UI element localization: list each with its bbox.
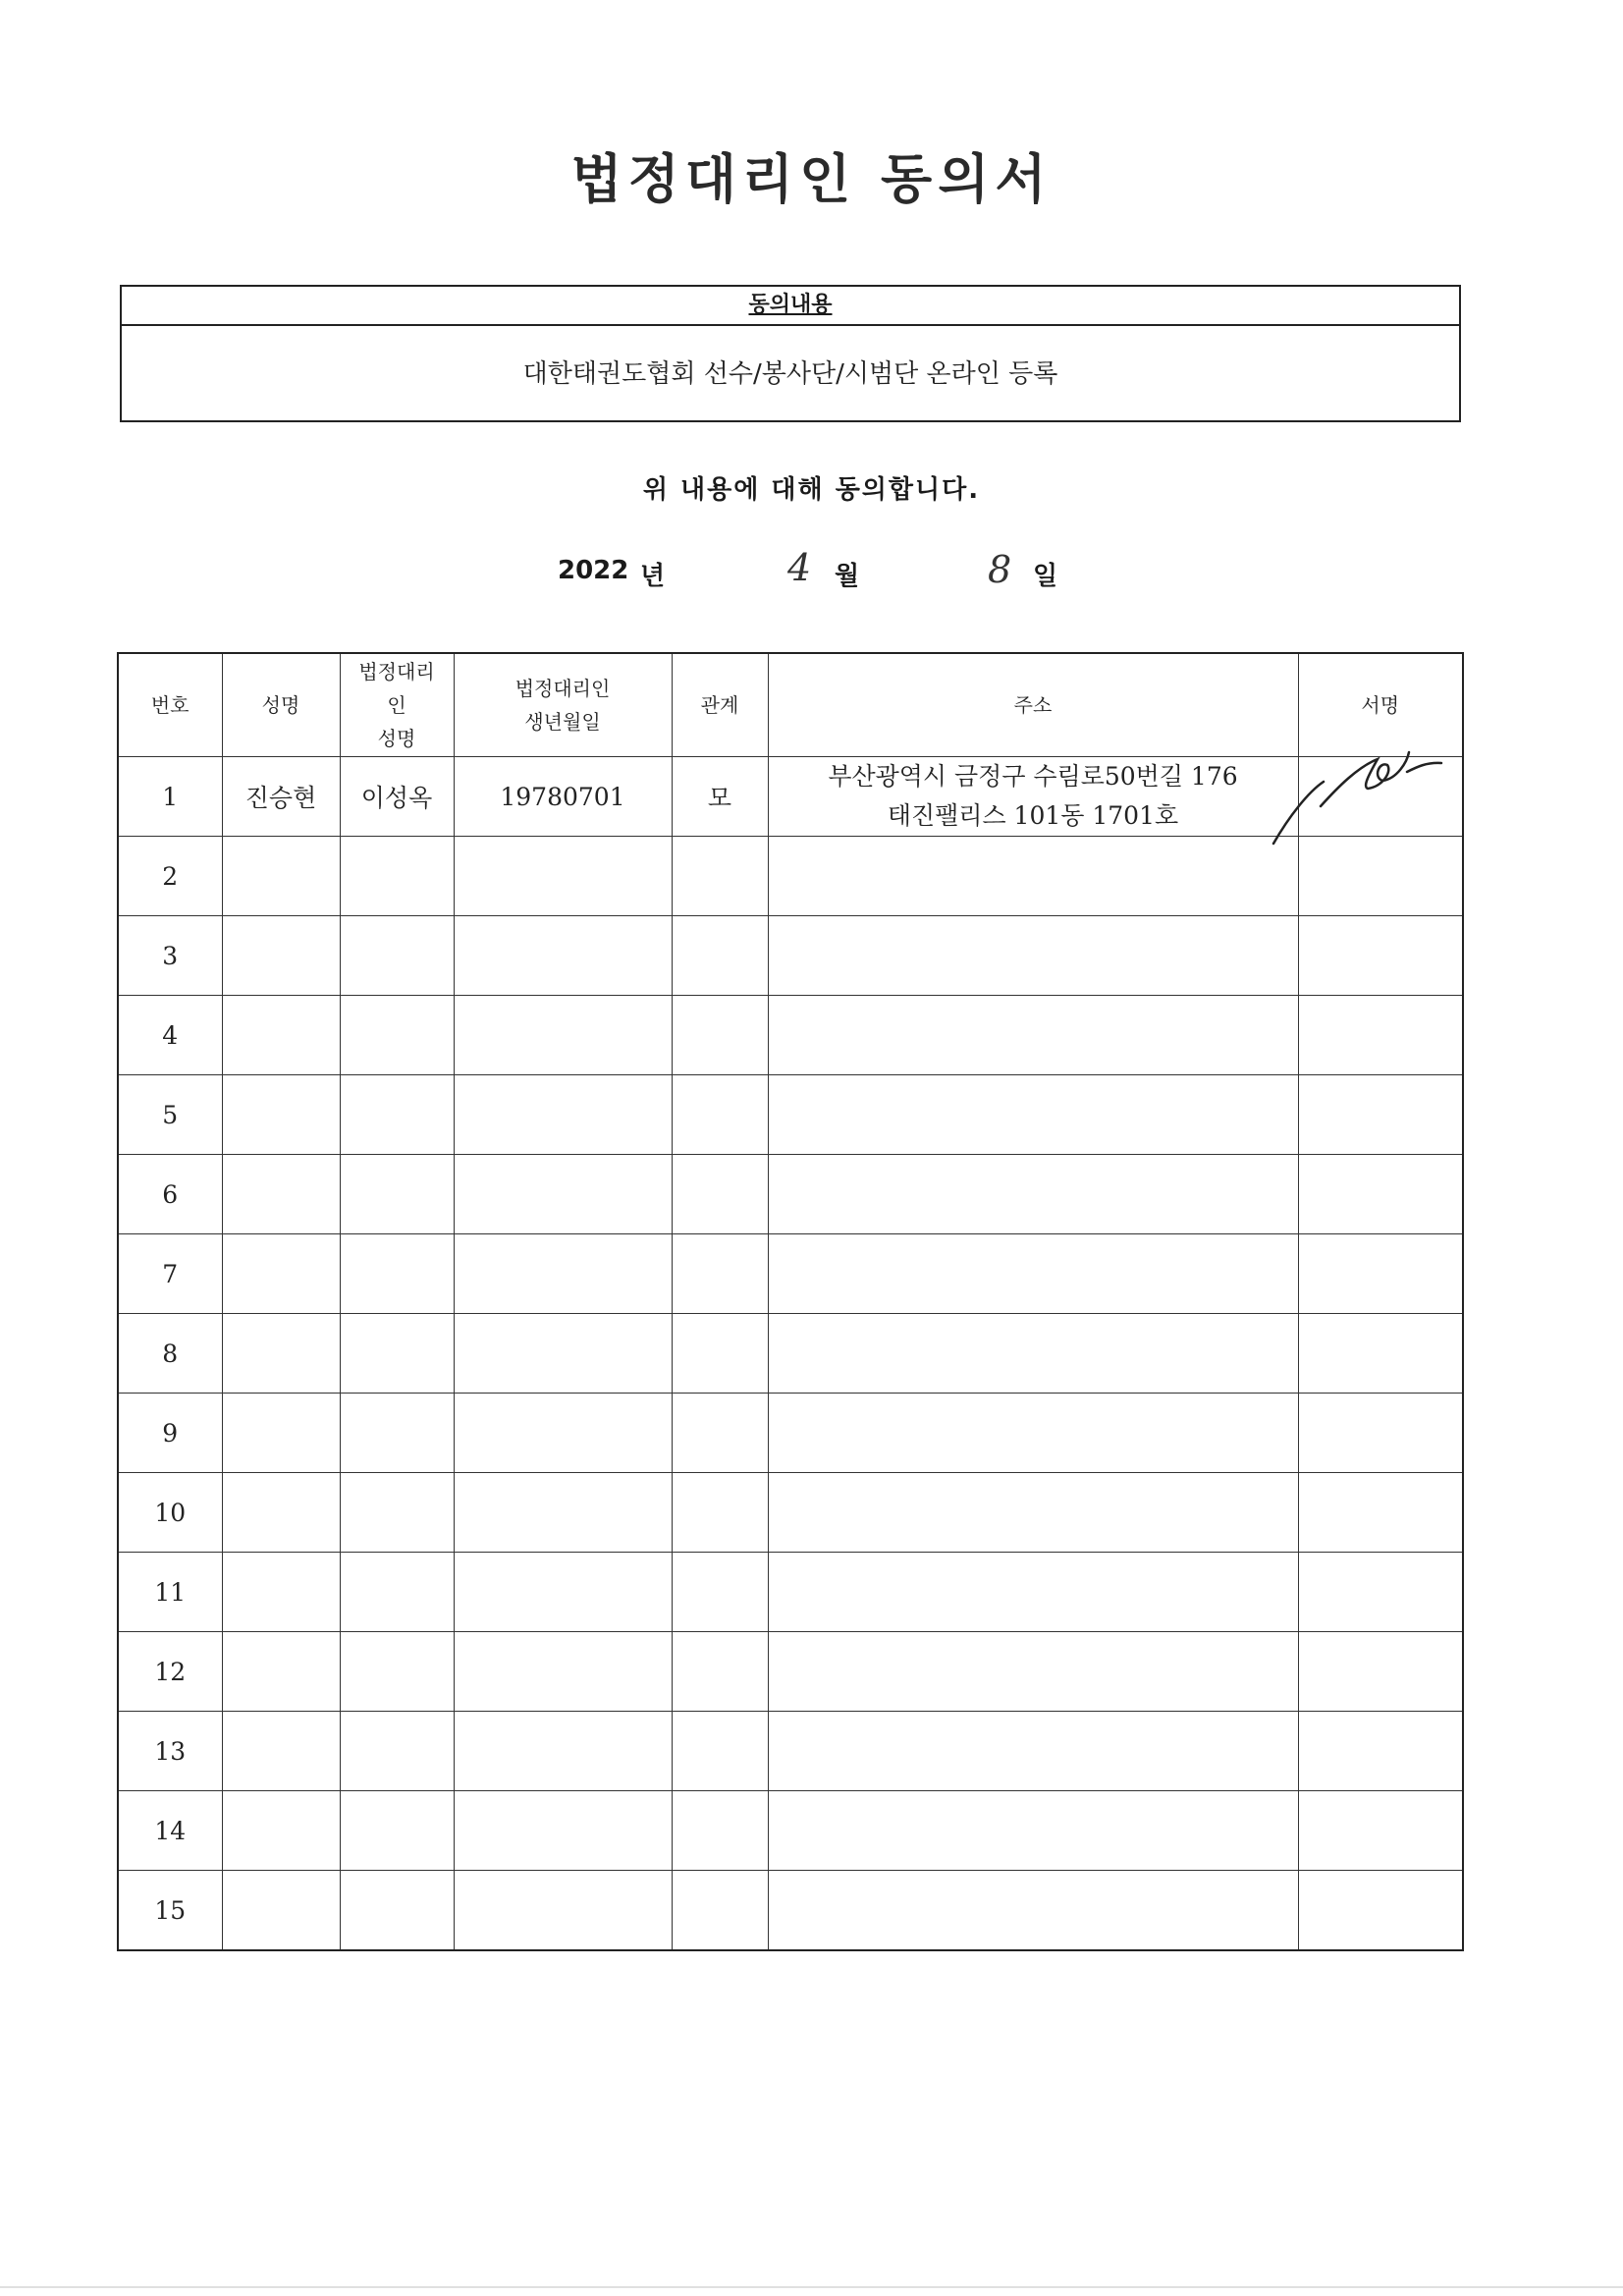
cell-guardian-name bbox=[340, 1791, 454, 1871]
cell-name bbox=[222, 1791, 340, 1871]
consent-header-label: 동의내용 bbox=[748, 293, 833, 317]
cell-guardian-birth bbox=[454, 1553, 672, 1632]
cell-number: 14 bbox=[118, 1791, 222, 1871]
cell-address bbox=[768, 1314, 1298, 1394]
cell-name: 진승현 bbox=[222, 757, 340, 837]
cell-guardian-name bbox=[340, 1712, 454, 1791]
table-header-row bbox=[118, 653, 1463, 757]
cell-guardian-name bbox=[340, 916, 454, 996]
cell-signature bbox=[1298, 1791, 1463, 1871]
cell-signature bbox=[1298, 1553, 1463, 1632]
cell-address bbox=[768, 1791, 1298, 1871]
cell-address bbox=[768, 996, 1298, 1075]
cell-signature bbox=[1298, 1075, 1463, 1155]
table-row bbox=[118, 1712, 1463, 1791]
header-guardian-name-line3: 성명 bbox=[377, 727, 416, 750]
cell-name bbox=[222, 1155, 340, 1234]
cell-guardian-birth bbox=[454, 1155, 672, 1234]
cell-relation bbox=[672, 1075, 768, 1155]
cell-guardian-birth bbox=[454, 1394, 672, 1473]
date-month-unit: 월 bbox=[835, 562, 860, 591]
cell-name bbox=[222, 1075, 340, 1155]
cell-address bbox=[768, 1871, 1298, 1951]
cell-guardian-name bbox=[340, 1314, 454, 1394]
cell-guardian-birth bbox=[454, 916, 672, 996]
cell-guardian-name bbox=[340, 837, 454, 916]
cell-name bbox=[222, 1394, 340, 1473]
header-guardian-name-line1: 법정대리 bbox=[358, 660, 435, 683]
table-row bbox=[118, 1314, 1463, 1394]
cell-number: 13 bbox=[118, 1712, 222, 1791]
cell-number: 12 bbox=[118, 1632, 222, 1712]
cell-guardian-name bbox=[340, 1075, 454, 1155]
cell-number: 6 bbox=[118, 1155, 222, 1234]
cell-relation bbox=[672, 1553, 768, 1632]
cell-signature bbox=[1298, 757, 1463, 837]
header-guardian-birth-line2: 생년월일 bbox=[524, 710, 601, 734]
address-line2: 태진팰리스 101동 1701호 bbox=[887, 801, 1179, 830]
header-relation: 관계 bbox=[672, 653, 768, 757]
cell-name bbox=[222, 1314, 340, 1394]
cell-number: 3 bbox=[118, 916, 222, 996]
cell-guardian-birth bbox=[454, 1632, 672, 1712]
cell-address bbox=[768, 1075, 1298, 1155]
consent-box bbox=[120, 285, 1461, 422]
cell-address bbox=[768, 1632, 1298, 1712]
cell-guardian-name bbox=[340, 996, 454, 1075]
cell-guardian-name bbox=[340, 1553, 454, 1632]
cell-number: 15 bbox=[118, 1871, 222, 1951]
header-name: 성명 bbox=[222, 653, 340, 757]
cell-signature bbox=[1298, 837, 1463, 916]
date-month-handwritten: 4 bbox=[787, 546, 812, 589]
cell-signature bbox=[1298, 916, 1463, 996]
cell-number: 8 bbox=[118, 1314, 222, 1394]
cell-name bbox=[222, 996, 340, 1075]
date-year: 2022 bbox=[558, 556, 629, 585]
table-row bbox=[118, 1075, 1463, 1155]
agree-statement: 위 내용에 대해 동의합니다. bbox=[642, 475, 981, 505]
cell-name bbox=[222, 1871, 340, 1951]
cell-address bbox=[768, 757, 1298, 837]
cell-relation bbox=[672, 1473, 768, 1553]
cell-signature bbox=[1298, 1871, 1463, 1951]
cell-signature bbox=[1298, 1632, 1463, 1712]
table-row bbox=[118, 1553, 1463, 1632]
cell-signature bbox=[1298, 1234, 1463, 1314]
cell-name bbox=[222, 1473, 340, 1553]
cell-address bbox=[768, 1712, 1298, 1791]
table-row bbox=[118, 837, 1463, 916]
cell-address bbox=[768, 837, 1298, 916]
date-year-unit: 년 bbox=[640, 562, 666, 591]
cell-guardian-birth: 19780701 bbox=[454, 757, 672, 837]
cell-name bbox=[222, 1553, 340, 1632]
handwritten-signature bbox=[1270, 747, 1466, 846]
table-row bbox=[118, 916, 1463, 996]
cell-guardian-name: 이성옥 bbox=[340, 757, 454, 837]
cell-name bbox=[222, 837, 340, 916]
cell-relation bbox=[672, 916, 768, 996]
cell-guardian-birth bbox=[454, 1473, 672, 1553]
cell-name bbox=[222, 916, 340, 996]
cell-guardian-birth bbox=[454, 1791, 672, 1871]
cell-number: 9 bbox=[118, 1394, 222, 1473]
cell-number: 7 bbox=[118, 1234, 222, 1314]
scan-edge-line bbox=[0, 2286, 1623, 2288]
table-row bbox=[118, 1871, 1463, 1951]
date-day-unit: 일 bbox=[1033, 562, 1058, 591]
cell-signature bbox=[1298, 1473, 1463, 1553]
table-row bbox=[118, 1234, 1463, 1314]
consent-header bbox=[122, 287, 1459, 326]
table-row bbox=[118, 757, 1463, 837]
cell-guardian-birth bbox=[454, 1314, 672, 1394]
header-guardian-name-line2: 인 bbox=[387, 693, 406, 717]
table-row bbox=[118, 1473, 1463, 1553]
cell-name bbox=[222, 1632, 340, 1712]
header-guardian-name bbox=[340, 653, 454, 757]
cell-address bbox=[768, 1394, 1298, 1473]
cell-signature bbox=[1298, 996, 1463, 1075]
cell-guardian-name bbox=[340, 1234, 454, 1314]
cell-name bbox=[222, 1234, 340, 1314]
header-signature: 서명 bbox=[1298, 653, 1463, 757]
header-guardian-birth bbox=[454, 653, 672, 757]
cell-number: 2 bbox=[118, 837, 222, 916]
table-row bbox=[118, 996, 1463, 1075]
date-day-handwritten: 8 bbox=[988, 548, 1012, 591]
cell-relation bbox=[672, 837, 768, 916]
cell-guardian-name bbox=[340, 1394, 454, 1473]
cell-address bbox=[768, 1155, 1298, 1234]
cell-guardian-name bbox=[340, 1155, 454, 1234]
cell-guardian-name bbox=[340, 1473, 454, 1553]
cell-address bbox=[768, 916, 1298, 996]
cell-relation bbox=[672, 1314, 768, 1394]
cell-relation bbox=[672, 1394, 768, 1473]
cell-relation bbox=[672, 1871, 768, 1951]
cell-number: 10 bbox=[118, 1473, 222, 1553]
cell-number: 11 bbox=[118, 1553, 222, 1632]
guardian-table bbox=[117, 652, 1464, 1951]
cell-number: 4 bbox=[118, 996, 222, 1075]
cell-relation bbox=[672, 1234, 768, 1314]
cell-guardian-birth bbox=[454, 1712, 672, 1791]
table-row bbox=[118, 1791, 1463, 1871]
cell-name bbox=[222, 1712, 340, 1791]
page-title: 법정대리인 동의서 bbox=[570, 148, 1053, 210]
cell-relation: 모 bbox=[672, 757, 768, 837]
consent-content: 대한태권도협회 선수/봉사단/시범단 온라인 등록 bbox=[522, 359, 1058, 389]
cell-guardian-birth bbox=[454, 1234, 672, 1314]
cell-guardian-birth bbox=[454, 996, 672, 1075]
header-number: 번호 bbox=[118, 653, 222, 757]
cell-guardian-name bbox=[340, 1871, 454, 1951]
cell-guardian-birth bbox=[454, 1871, 672, 1951]
cell-relation bbox=[672, 1791, 768, 1871]
cell-address bbox=[768, 1234, 1298, 1314]
cell-address bbox=[768, 1473, 1298, 1553]
header-guardian-birth-line1: 법정대리인 bbox=[514, 677, 611, 700]
cell-signature bbox=[1298, 1394, 1463, 1473]
cell-signature bbox=[1298, 1712, 1463, 1791]
table-row bbox=[118, 1632, 1463, 1712]
table-row bbox=[118, 1394, 1463, 1473]
cell-number: 1 bbox=[118, 757, 222, 837]
cell-relation bbox=[672, 1712, 768, 1791]
cell-address bbox=[768, 1553, 1298, 1632]
cell-relation bbox=[672, 1632, 768, 1712]
cell-relation bbox=[672, 1155, 768, 1234]
cell-guardian-birth bbox=[454, 1075, 672, 1155]
address-line1: 부산광역시 금정구 수림로50번길 176 bbox=[828, 762, 1238, 791]
cell-relation bbox=[672, 996, 768, 1075]
cell-signature bbox=[1298, 1314, 1463, 1394]
cell-number: 5 bbox=[118, 1075, 222, 1155]
header-address: 주소 bbox=[768, 653, 1298, 757]
cell-guardian-name bbox=[340, 1632, 454, 1712]
cell-guardian-birth bbox=[454, 837, 672, 916]
cell-signature bbox=[1298, 1155, 1463, 1234]
table-row bbox=[118, 1155, 1463, 1234]
